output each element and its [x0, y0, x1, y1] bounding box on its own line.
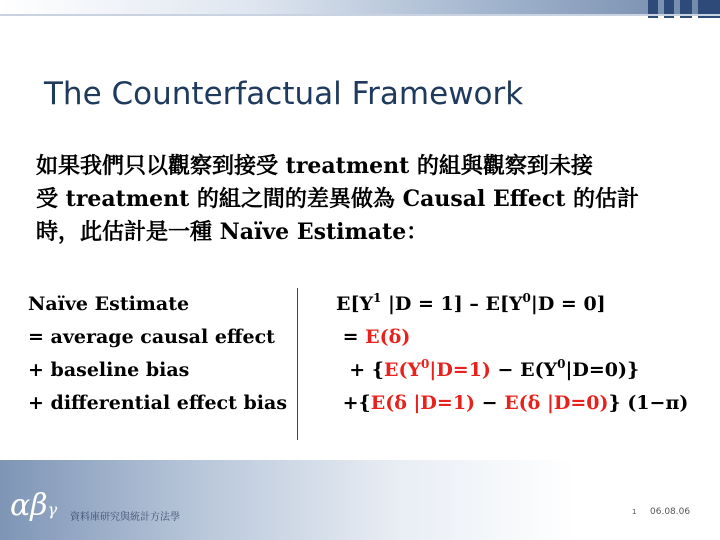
- decomposition-terms: [28, 288, 287, 420]
- slide-footer: [0, 460, 720, 540]
- footer-label: 資料庫研究與統計方法學: [70, 512, 180, 523]
- slide-date: 06.08.06: [650, 507, 691, 517]
- slide-title: The Counterfactual Framework: [44, 76, 524, 112]
- term-line: Naïve Estimate: [28, 293, 190, 315]
- formula-line-3: + $\{E(Y^0|D=1) - E(Y^0|D=0)\}$: [349, 357, 640, 381]
- intro-line: 如果我們只以觀察到接受 treatment 的組與觀察到未接: [36, 153, 593, 179]
- top-decorative-bar: [0, 0, 720, 18]
- formula-line-2: = E(δ): [342, 326, 411, 348]
- term-line: + differential effect bias: [28, 392, 288, 414]
- term-line: + baseline bias: [28, 359, 190, 381]
- intro-line: 時，此估計是一種 Naïve Estimate：: [36, 219, 429, 245]
- formula-line-4: +{E(δ |D=1) − E(δ |D=0)} (1−π): [342, 392, 689, 414]
- page-number: 1: [632, 508, 637, 516]
- alpha-beta-logo: αβγ: [10, 488, 58, 523]
- decomposition-formulas: [336, 288, 688, 420]
- intro-paragraph: [36, 150, 716, 249]
- term-line: = average causal effect: [28, 326, 275, 348]
- formula-line-1: $E[Y^1$ $|D = 1] - E[Y^0|D = 0]$: [336, 291, 606, 315]
- intro-line: 受 treatment 的組之間的差異做為 Causal Effect 的估計: [36, 186, 640, 212]
- column-divider: [297, 288, 298, 440]
